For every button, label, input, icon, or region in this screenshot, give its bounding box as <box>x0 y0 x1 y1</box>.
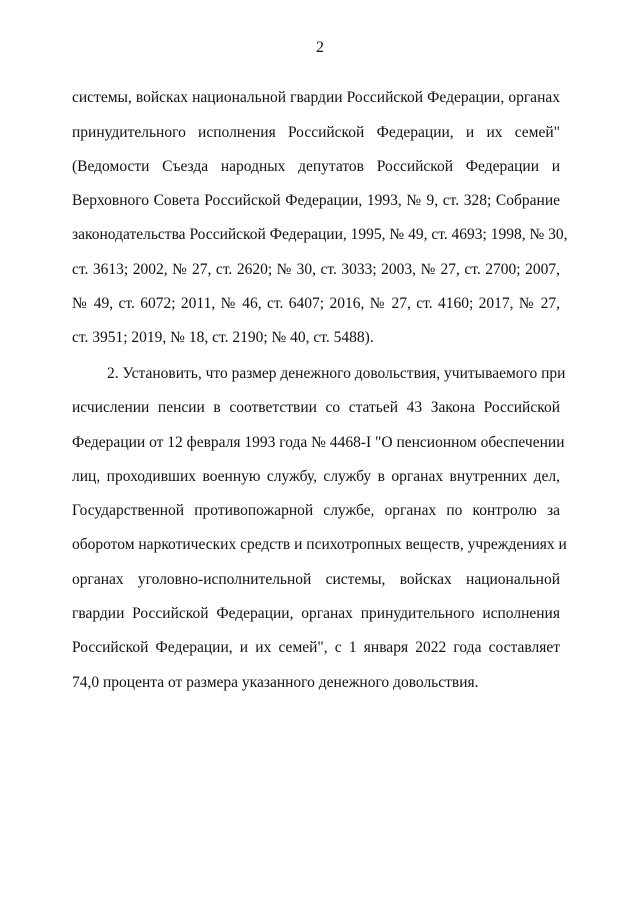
text-line: исчислении пенсии в соответствии со статьей 43 Закона Российской <box>72 399 560 416</box>
text-line: оборотом наркотических средств и психотропных веществ, учреждениях и <box>72 536 567 553</box>
text-line: законодательства Российской Федерации, 1995, № 49, ст. 4693; 1998, № 30, <box>72 226 568 243</box>
page-number: 2 <box>316 39 324 56</box>
text-line: Государственной противопожарной службе, органах по контролю за <box>72 502 560 519</box>
text-line: Федерации от 12 февраля 1993 года № 4468-I "О пенсионном обеспечении <box>72 434 565 451</box>
text-line: ст. 3613; 2002, № 27, ст. 2620; № 30, ст. 3033; 2003, № 27, ст. 2700; 2007, <box>72 261 560 278</box>
text-line: (Ведомости Съезда народных депутатов Российской Федерации и <box>72 158 560 175</box>
text-line: Верховного Совета Российской Федерации, 1993, № 9, ст. 328; Собрание <box>72 192 560 209</box>
text-line: Российской Федерации, и их семей", с 1 января 2022 года составляет <box>72 639 560 656</box>
text-line: принудительного исполнения Российской Федерации, и их семей" <box>72 124 560 141</box>
text-line: 74,0 процента от размера указанного денежного довольствия. <box>72 674 479 691</box>
text-line: лиц, проходивших военную службу, службу в органах внутренних дел, <box>72 468 560 485</box>
text-line: 2. Установить, что размер денежного довольствия, учитываемого при <box>107 365 566 382</box>
text-line: системы, войсках национальной гвардии Российской Федерации, органах <box>72 89 560 106</box>
text-line: гвардии Российской Федерации, органах принудительного исполнения <box>72 605 560 622</box>
text-line: № 49, ст. 6072; 2011, № 46, ст. 6407; 2016, № 27, ст. 4160; 2017, № 27, <box>72 295 560 312</box>
text-line: ст. 3951; 2019, № 18, ст. 2190; № 40, ст. 5488). <box>72 329 374 346</box>
text-line: органах уголовно-исполнительной системы, войсках национальной <box>72 571 560 588</box>
